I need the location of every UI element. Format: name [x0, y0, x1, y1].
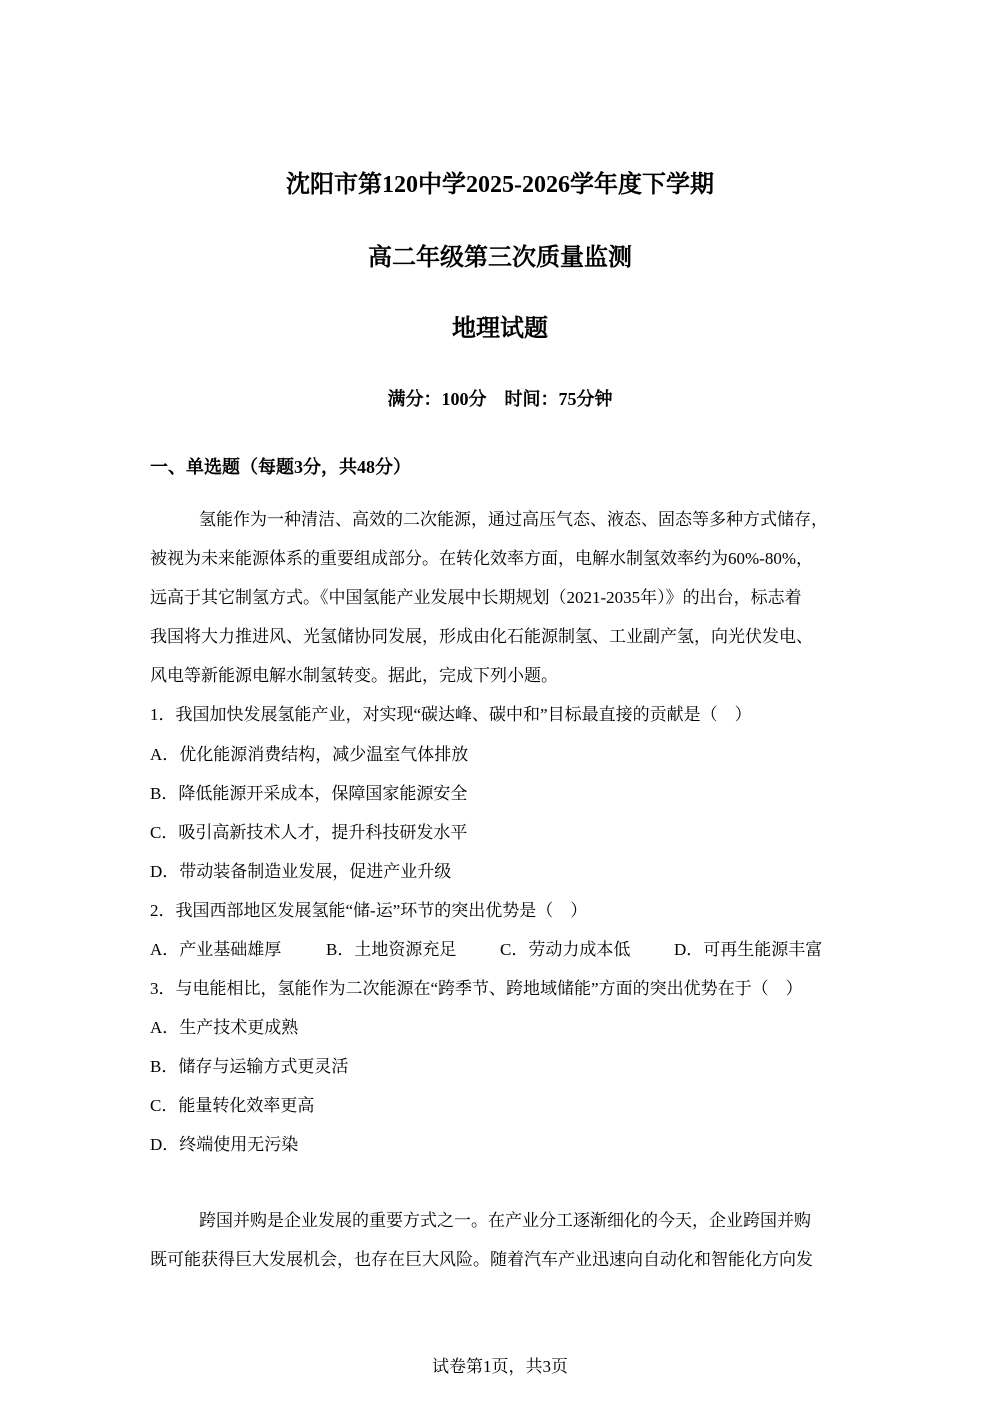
exam-meta-score-time: 满分：100分 时间：75分钟 — [387, 389, 613, 409]
question-1-option-c[interactable]: C．吸引高新技术人才，提升科技研发水平 — [150, 823, 468, 842]
passage-line: 跨国并购是企业发展的重要方式之一。在产业分工逐渐细化的今天，企业跨国并购 — [199, 1211, 811, 1230]
question-3-option-d[interactable]: D．终端使用无污染 — [150, 1135, 299, 1154]
passage-line: 氢能作为一种清洁、高效的二次能源，通过高压气态、液态、固态等多种方式储存， — [199, 510, 828, 529]
exam-title-subject: 地理试题 — [452, 316, 548, 342]
exam-title-school: 沈阳市第120中学2025-2026学年度下学期 — [286, 172, 714, 198]
question-1-option-d[interactable]: D．带动装备制造业发展，促进产业升级 — [150, 862, 452, 881]
page-number-footer: 试卷第1页，共3页 — [432, 1357, 568, 1376]
passage-line: 我国将大力推进风、光氢储协同发展，形成由化石能源制氢、工业副产氢，向光伏发电、 — [150, 627, 813, 646]
question-1-stem: 1．我国加快发展氢能产业，对实现“碳达峰、碳中和”目标最直接的贡献是（ ） — [150, 705, 752, 724]
question-1-option-a[interactable]: A．优化能源消费结构，减少温室气体排放 — [150, 745, 469, 764]
question-1-option-b[interactable]: B．降低能源开采成本，保障国家能源安全 — [150, 784, 468, 803]
question-2-options — [150, 937, 850, 963]
question-2-option-b[interactable]: B．土地资源充足 — [326, 940, 457, 959]
question-2-option-d[interactable]: D．可再生能源丰富 — [674, 940, 823, 959]
passage-line: 风电等新能源电解水制氢转变。据此，完成下列小题。 — [150, 666, 558, 685]
question-2-option-c[interactable]: C．劳动力成本低 — [500, 940, 631, 959]
question-2-option-a[interactable]: A．产业基础雄厚 — [150, 940, 282, 959]
question-3-stem: 3．与电能相比，氢能作为二次能源在“跨季节、跨地域储能”方面的突出优势在于（ ） — [150, 979, 803, 998]
question-2-stem: 2．我国西部地区发展氢能“储-运”环节的突出优势是（ ） — [150, 901, 588, 920]
section-heading-single-choice: 一、单选题（每题3分，共48分） — [150, 457, 411, 477]
passage-line: 远高于其它制氢方式。《中国氢能产业发展中长期规划（2021-2035年）》的出台，标志着 — [150, 588, 802, 607]
question-3-option-b[interactable]: B．储存与运输方式更灵活 — [150, 1057, 349, 1076]
passage-line: 既可能获得巨大发展机会，也存在巨大风险。随着汽车产业迅速向自动化和智能化方向发 — [150, 1250, 813, 1269]
exam-title-grade: 高二年级第三次质量监测 — [368, 245, 632, 271]
question-3-option-c[interactable]: C．能量转化效率更高 — [150, 1096, 315, 1115]
question-3-option-a[interactable]: A．生产技术更成熟 — [150, 1018, 299, 1037]
passage-line: 被视为未来能源体系的重要组成部分。在转化效率方面，电解水制氢效率约为60%-80%， — [150, 549, 813, 568]
